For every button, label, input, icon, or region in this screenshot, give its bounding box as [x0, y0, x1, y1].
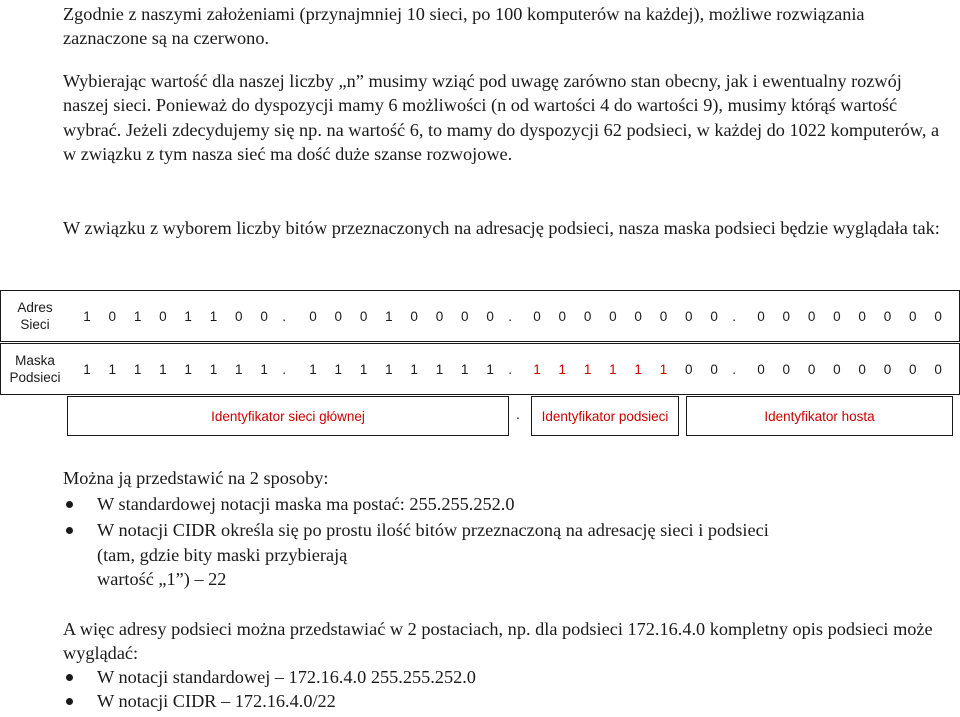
- address-bit: 0: [833, 308, 841, 324]
- mask-bit: 1: [209, 361, 218, 377]
- mask-row: [0, 343, 960, 395]
- mask-bit: 1: [634, 361, 642, 377]
- address-bit: 0: [461, 308, 469, 324]
- address-bit: 1: [385, 308, 393, 324]
- address-bit: 0: [533, 308, 541, 324]
- mask-bit: 1: [461, 361, 469, 377]
- mask-bit: 1: [609, 361, 617, 377]
- address-bit: 0: [108, 308, 117, 324]
- address-row: [0, 290, 960, 342]
- mask-bit: 1: [83, 361, 91, 377]
- id-separator-dot: .: [516, 406, 520, 422]
- address-bit: 0: [685, 308, 693, 324]
- network-id-box: [67, 396, 509, 436]
- mask-bit: 1: [184, 361, 192, 377]
- paragraph-intro: Zgodnie z naszymi założeniami (przynajmniej 10 sieci, po 100 komputerów na każdej), możliwe rozwiązania zaznaczone są na czerwono.: [63, 4, 865, 49]
- address-bit: 1: [184, 308, 192, 324]
- address-bit: 1: [209, 308, 218, 324]
- mask-bit: 1: [583, 361, 592, 377]
- mask-bit: 0: [757, 361, 765, 377]
- address-bit: 0: [334, 308, 343, 324]
- network-id-label: Identyfikator sieci głównej: [211, 408, 365, 424]
- address-row-label: Adres Sieci: [17, 300, 53, 332]
- address-bit: 0: [486, 308, 494, 324]
- mask-bit: 1: [533, 361, 541, 377]
- example-list: [63, 665, 943, 714]
- bullet-icon: [66, 698, 73, 705]
- mask-bit: 1: [486, 361, 494, 377]
- host-id-label: Identyfikator hosta: [764, 408, 875, 424]
- mask-bit: 1: [309, 361, 317, 377]
- address-bit: 1: [83, 308, 91, 324]
- subnet-id-box: [531, 396, 679, 436]
- mask-bit: 1: [159, 361, 167, 377]
- list-item-text: W standardowej notacji maska ma postać: 255.255.252.0: [97, 494, 515, 514]
- mask-bit: 1: [385, 361, 393, 377]
- mask-bit: 0: [710, 361, 718, 377]
- mask-bit: 1: [359, 361, 368, 377]
- address-bit: 1: [133, 308, 142, 324]
- subnet-id-label: Identyfikator podsieci: [541, 408, 669, 424]
- mask-bit: 1: [260, 361, 268, 377]
- address-octet-separator: .: [732, 308, 736, 324]
- list-item: W notacji CIDR określa się po prostu ilość bitów przeznaczoną na adresację sieci i podsieci (tam, gdzie bity maski przybierają wartość „1”) – 22: [63, 518, 943, 591]
- mask-bit: 1: [133, 361, 142, 377]
- mask-bit: 0: [934, 361, 942, 377]
- address-bit: 0: [410, 308, 418, 324]
- host-id-box: [686, 396, 953, 436]
- address-bit: 0: [583, 308, 592, 324]
- bullet-icon: [66, 527, 73, 534]
- address-bit: 0: [934, 308, 942, 324]
- list-item: [63, 689, 943, 713]
- mask-bit: 1: [659, 361, 668, 377]
- mask-bit: 0: [883, 361, 892, 377]
- address-octet-separator: .: [508, 308, 512, 324]
- mask-bit: 0: [807, 361, 816, 377]
- address-bit: 0: [609, 308, 617, 324]
- mask-bit: 1: [108, 361, 117, 377]
- address-bit: 0: [159, 308, 167, 324]
- paragraph-example: A więc adresy podsieci można przedstawiać w 2 postaciach, np. dla podsieci 172.16.4.0 kompletny opis podsieci może wyglądać:: [63, 619, 933, 664]
- paragraph-choice: Wybierając wartość dla naszej liczby „n” musimy wziąć pod uwagę zarówno stan obecny, jak i ewentualny rozwój naszej sieci. Ponieważ do dyspozycji mamy 6 możliwości (n od wartości 4 do wartości 9), musimy którąś wartość wybrać. Jeżeli zdecydujemy się np. na wartość 6, to mamy do dyspozycji 62 podsieci, w każdej do 1022 komputerów, a w związku z tym nasza sieć ma dość duże szanse rozwojowe.: [63, 71, 940, 164]
- address-bit: 0: [858, 308, 866, 324]
- address-bit: 0: [710, 308, 718, 324]
- bullet-icon: [66, 674, 73, 681]
- list-item-continuation: wartość „1”) – 22: [97, 568, 227, 589]
- paragraph-mask-intro: W związku z wyborem liczby bitów przeznaczonych na adresację podsieci, nasza maska podsieci będzie wyglądała tak:: [63, 218, 940, 238]
- mask-bit: 0: [909, 361, 917, 377]
- list-item: [63, 492, 943, 516]
- address-bit: 0: [634, 308, 642, 324]
- mask-row-label: Maska Podsieci: [9, 353, 61, 385]
- address-octet-separator: .: [282, 308, 286, 324]
- mask-octet-separator: .: [732, 361, 736, 377]
- address-bit: 0: [309, 308, 317, 324]
- mask-bit: 1: [235, 361, 243, 377]
- mask-bit: 0: [858, 361, 866, 377]
- list-item: [63, 665, 943, 689]
- address-bit: 0: [782, 308, 791, 324]
- address-bit: 0: [235, 308, 243, 324]
- mask-bit: 1: [435, 361, 444, 377]
- paragraph-two-ways: Można ją przedstawić na 2 sposoby:: [63, 468, 329, 488]
- list-item-text: W notacji CIDR – 172.16.4.0/22: [97, 691, 336, 712]
- mask-octet-separator: .: [508, 361, 512, 377]
- mask-bit: 1: [410, 361, 418, 377]
- mask-bit: 1: [558, 361, 567, 377]
- mask-bit: 0: [782, 361, 791, 377]
- address-bit: 0: [260, 308, 268, 324]
- notation-list: [63, 492, 943, 591]
- address-bit: 0: [883, 308, 892, 324]
- mask-bit: 0: [833, 361, 841, 377]
- mask-octet-separator: .: [282, 361, 286, 377]
- address-bit: 0: [659, 308, 668, 324]
- address-bit: 0: [757, 308, 765, 324]
- address-bit: 0: [558, 308, 567, 324]
- mask-bit: 0: [685, 361, 693, 377]
- address-bit: 0: [909, 308, 917, 324]
- list-item-text: W notacji standardowej – 172.16.4.0 255.255.252.0: [97, 667, 476, 687]
- mask-bit: 1: [334, 361, 343, 377]
- address-bit: 0: [359, 308, 368, 324]
- address-bit: 0: [435, 308, 444, 324]
- address-bit: 0: [807, 308, 816, 324]
- list-item-continuation: (tam, gdzie bity maski przybierają: [97, 544, 348, 565]
- bullet-icon: [66, 501, 73, 508]
